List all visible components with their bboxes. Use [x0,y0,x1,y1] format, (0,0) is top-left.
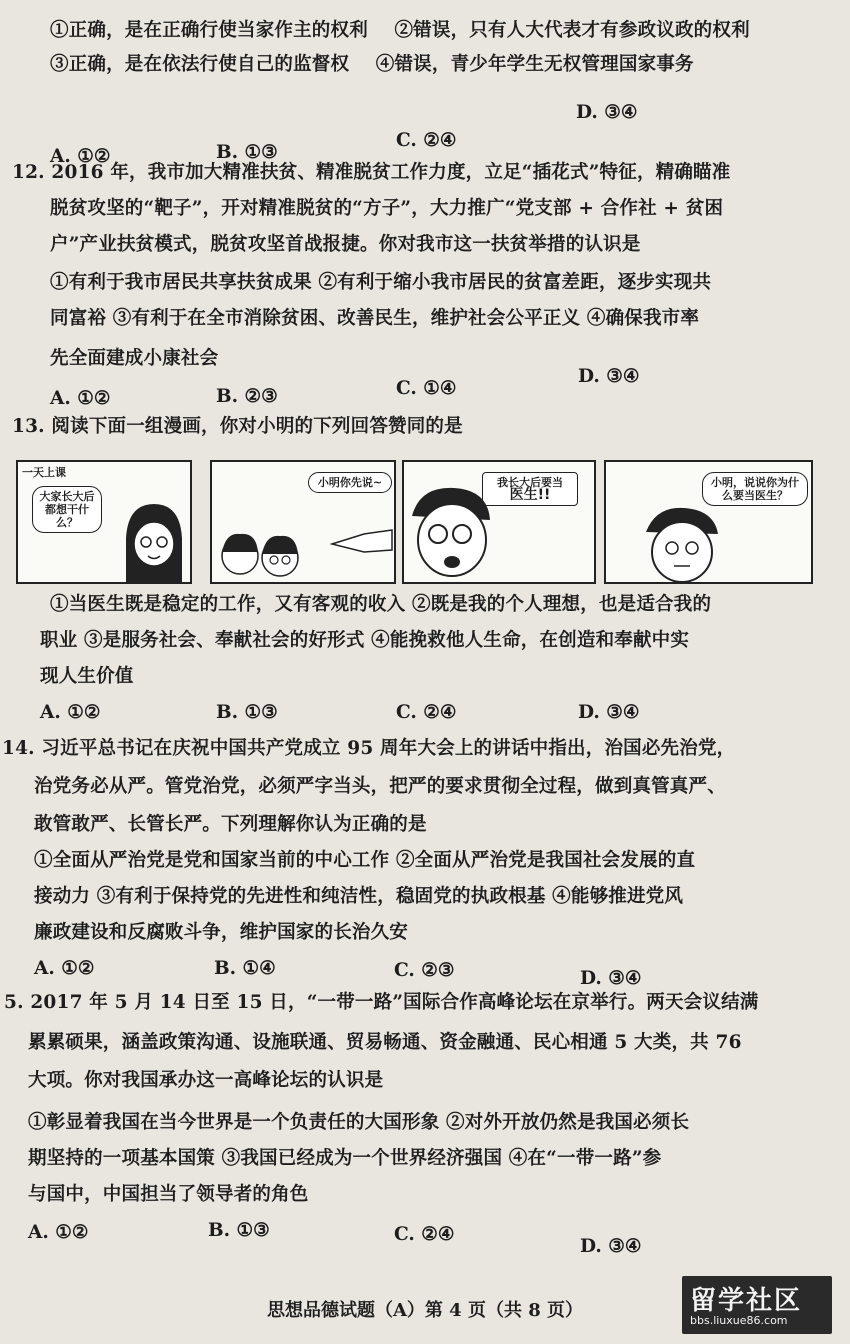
q11-statement-3: ③正确，是在依法行使自己的监督权 [50,54,350,75]
q12-option-d: D. ③④ [578,366,640,387]
q13-option-d: D. ③④ [578,702,640,723]
watermark-title: 留学社区 [690,1286,803,1316]
site-watermark [682,1276,832,1334]
q13-stem: 13. 阅读下面一组漫画，你对小明的下列回答赞同的是 [12,416,463,437]
q11-statement-2: ②错误，只有人大代表才有参政议政的权利 [394,20,750,41]
q15-option-c: C. ②④ [394,1224,455,1245]
q11-line-1 [50,18,750,44]
q11-statement-4: ④错误，青少年学生无权管理国家事务 [375,54,694,75]
q14-line-1: 14. 习近平总书记在庆祝中国共产党成立 95 周年大会上的讲话中指出，治国必先治党， [2,738,736,759]
q14-option-d: D. ③④ [580,968,642,989]
q12-line-2: 脱贫攻坚的“靶子”，开对精准脱贫的“方子”，大力推广“党支部 + 合作社 + 贫困 [50,198,724,219]
watermark-url: bbs.liuxue86.com [690,1314,788,1327]
q14-option-c: C. ②③ [394,960,455,981]
q12-line-4: ①有利于我市居民共享扶贫成果 ②有利于缩小我市居民的贫富差距，逐步实现共 [50,272,712,293]
q15-line-1: 5. 2017 年 5 月 14 日至 15 日，“一带一路”国际合作高峰论坛在京举行。两天会议结满 [4,992,759,1013]
q13-option-c: C. ②④ [396,702,457,723]
comic-answer-line-2: 医生!! [509,487,551,503]
comic-bubble-question: 小明，说说你为什么要当医生？ [702,472,808,506]
q15-line-6: 与国中，中国担当了领导者的角色 [28,1184,309,1205]
comic-panel-4 [604,460,813,584]
students-figure [218,522,308,582]
q12-option-c: C. ①④ [396,378,457,399]
comic-bubble-teacher: 大家长大后都想干什么？ [32,486,102,533]
q14-option-b: B. ①④ [214,958,276,979]
q11-statement-1: ①正确，是在正确行使当家作主的权利 [50,20,368,41]
q13-option-a: A. ①② [40,702,101,723]
q14-line-6: 廉政建设和反腐败斗争，维护国家的长治久安 [34,922,409,943]
q11-line-2 [50,52,694,78]
q15-option-d: D. ③④ [580,1236,642,1257]
xiaoming-figure [406,482,502,582]
comic-caption: 一天上课 [22,466,66,479]
comic-bubble-call: 小明你先说~ [308,472,392,493]
q15-option-b: B. ①③ [208,1220,270,1241]
q13-line-1: ①当医生既是稳定的工作，又有客观的收入 ②既是我的个人理想，也是适合我的 [50,594,712,615]
classmate-figure [636,502,726,582]
q14-option-a: A. ①② [34,958,95,979]
comic-strip [16,460,812,582]
q15-line-4: ①彰显着我国在当今世界是一个负责任的大国形象 ②对外开放仍然是我国必须长 [28,1112,690,1133]
q12-option-a: A. ①② [50,388,111,409]
q15-line-5: 期坚持的一项基本国策 ③我国已经成为一个世界经济强国 ④在“一带一路”参 [28,1148,662,1169]
q14-line-2: 治党务必从严。管党治党，必须严字当头，把严的要求贯彻全过程，做到真管真严、 [34,776,726,797]
q14-line-3: 敢管敢严、长管长严。下列理解你认为正确的是 [34,814,427,835]
comic-panel-2 [210,460,396,584]
q12-line-6: 先全面建成小康社会 [50,348,219,369]
q12-line-1: 12. 2016 年，我市加大精准扶贫、精准脱贫工作力度，立足“插花式”特征，精确瞄准 [12,162,731,183]
q14-line-4: ①全面从严治党是党和国家当前的中心工作 ②全面从严治党是我国社会发展的直 [34,850,696,871]
q12-line-3: 户”产业扶贫模式，脱贫攻坚首战报捷。你对我市这一扶贫举措的认识是 [50,234,641,255]
q12-line-5: 同富裕 ③有利于在全市消除贫困、改善民生，维护社会公平正义 ④确保我市率 [50,308,700,329]
q12-option-b: B. ②③ [216,386,278,407]
q15-line-3: 大项。你对我国承办这一高峰论坛的认识是 [28,1070,384,1091]
q11-option-a: A. ①② [50,146,111,167]
q15-option-a: A. ①② [28,1222,89,1243]
q14-line-5: 接动力 ③有利于保持党的先进性和纯洁性，稳固党的执政根基 ④能够推进党风 [34,886,684,907]
q13-line-3: 现人生价值 [40,666,134,687]
q13-line-2: 职业 ③是服务社会、奉献社会的好形式 ④能挽救他人生命，在创造和奉献中实 [40,630,690,651]
comic-panel-3 [402,460,596,584]
q11-option-b: B. ①③ [216,142,278,163]
pointing-hand-icon [330,520,394,560]
q11-option-c: C. ②④ [396,130,457,151]
q15-line-2: 累累硕果，涵盖政策沟通、设施联通、贸易畅通、资金融通、民心相通 5 大类，共 76 [28,1032,742,1053]
q13-option-b: B. ①③ [216,702,278,723]
teacher-figure [118,498,188,582]
page-footer: 思想品德试题（A）第 4 页（共 8 页） [266,1300,584,1321]
comic-answer-line-1: 我长大后要当 [497,476,563,489]
comic-panel-1 [16,460,192,584]
q11-option-d: D. ③④ [576,102,638,123]
